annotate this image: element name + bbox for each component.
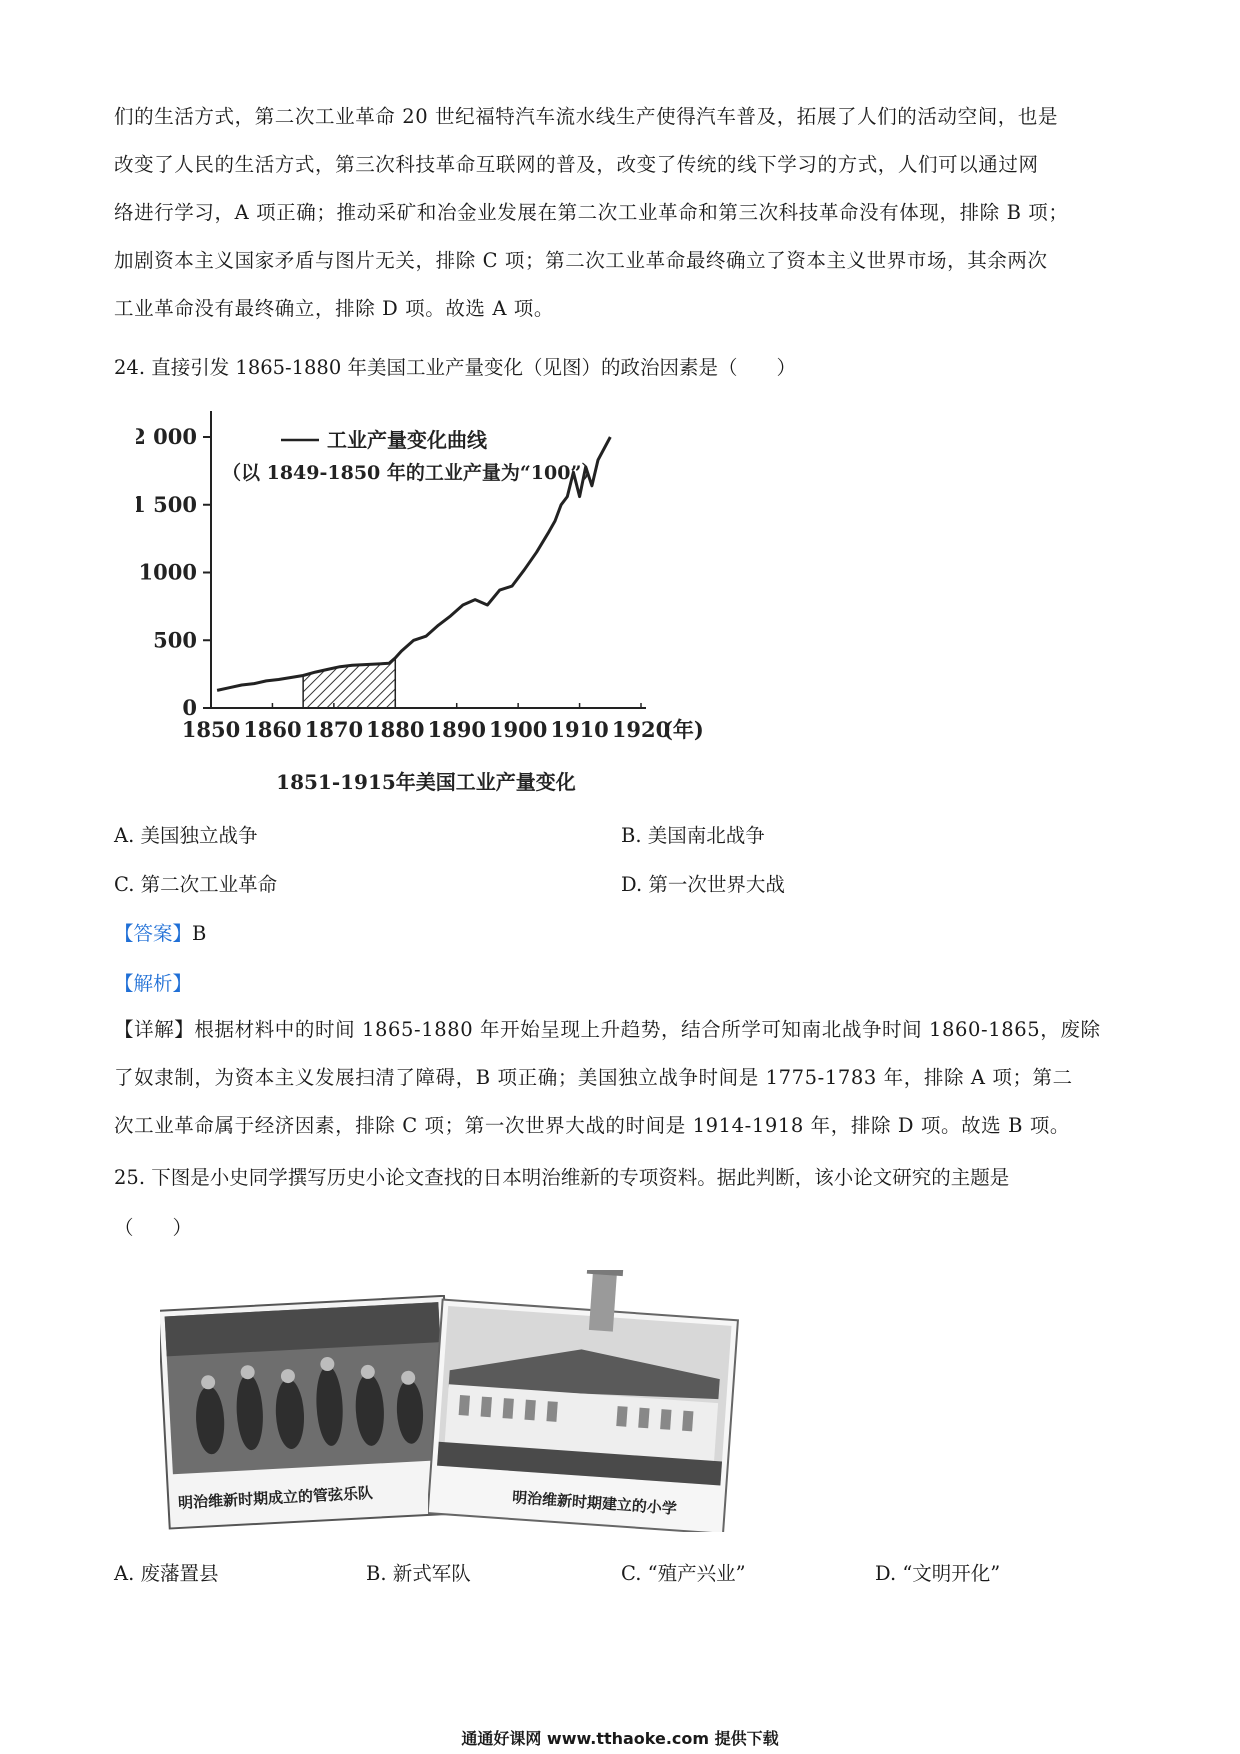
intro-line: 改变了人民的生活方式，第三次科技革命互联网的普及，改变了传统的线下学习的方式，人们可以通过网 [114,153,1039,176]
q25-option-d: D. “文明开化” [875,1562,1001,1585]
x-tick-label: 1920 [611,717,671,742]
detail-line: 【详解】根据材料中的时间 1865-1880 年开始呈现上升趋势，结合所学可知南北战争时间 1860-1865，废除 [114,1018,1101,1041]
q24-answer [114,918,206,946]
q24-option-a: A. 美国独立战争 [114,824,258,847]
footer: 通通好课网 www.tthaoke.com 提供下载 [461,1729,779,1748]
q24-option-d: D. 第一次世界大战 [621,873,785,896]
x-tick-label: 1850 [181,717,241,742]
x-tick-label: 1900 [488,717,548,742]
q25-option-a: A. 废藩置县 [114,1562,219,1585]
intro-line: 们的生活方式，第二次工业革命 20 世纪福特汽车流水线生产使得汽车普及，拓展了人们的活动空间，也是 [114,105,1059,128]
x-tick-label: 1870 [304,717,364,742]
chart-title: 1851-1915年美国工业产量变化 [276,770,576,794]
x-tick-label: 1890 [427,717,486,742]
q24-analysis-tag: 【解析】 [114,972,193,995]
question-24: 24. 直接引发 1865-1880 年美国工业产量变化（见图）的政治因素是（ ） [114,356,796,379]
x-tick-label: 1880 [366,717,425,742]
intro-paragraph [114,93,1134,333]
orchestra-caption: 明治维新时期成立的管弦乐队 [177,1483,374,1513]
legend-note: （以 1849-1850 年的工业产量为“100”） [222,462,601,484]
chart-svg [136,403,776,803]
answer-value: B [192,922,207,945]
y-tick-label: 500 [153,627,197,653]
q24-option-b: B. 美国南北战争 [621,824,765,847]
q25-option-b: B. 新式军队 [366,1562,471,1585]
question-25-bracket: （ ） [114,1216,193,1239]
detail-line: 次工业革命属于经济因素，排除 C 项；第一次世界大战的时间是 1914-1918 年，排除 D 项。故选 B 项。 [114,1114,1071,1137]
x-tick-label: 1910 [550,717,609,742]
detail-line: 了奴隶制，为资本主义发展扫清了障碍，B 项正确；美国独立战争时间是 1775-1783 年，排除 A 项；第二 [114,1066,1073,1089]
answer-tag: 【答案】 [114,922,193,945]
intro-line: 工业革命没有最终确立，排除 D 项。故选 A 项。 [114,297,555,320]
intro-line: 络进行学习，A 项正确；推动采矿和冶金业发展在第二次工业革命和第三次科技革命没有体现，排除 B 项； [114,201,1069,224]
industrial-output-chart [136,403,776,807]
y-tick-label: 1000 [138,559,197,585]
question-25: 25. 下图是小史同学撰写历史小论文查找的日本明治维新的专项资料。据此判断，该小论文研究的主题是 [114,1166,1010,1189]
intro-line: 加剧资本主义国家矛盾与图片无关，排除 C 项；第二次工业革命最终确立了资本主义世界市场，其余两次 [114,249,1048,272]
orchestra-photo [160,1295,460,1539]
y-tick-label: 1 500 [136,491,197,517]
x-unit-label: (年) [663,717,704,742]
y-tick-label: 0 [182,695,197,720]
legend-label: 工业产量变化曲线 [327,428,487,452]
school-caption: 明治维新时期建立的小学 [511,1488,678,1518]
q25-option-c: C. “殖产兴业” [621,1562,746,1585]
x-tick-label: 1860 [243,717,302,742]
q24-option-c: C. 第二次工业革命 [114,873,278,896]
y-tick-label: 2 000 [136,424,197,449]
school-photo [428,1270,748,1536]
q24-detail [114,1006,1134,1150]
